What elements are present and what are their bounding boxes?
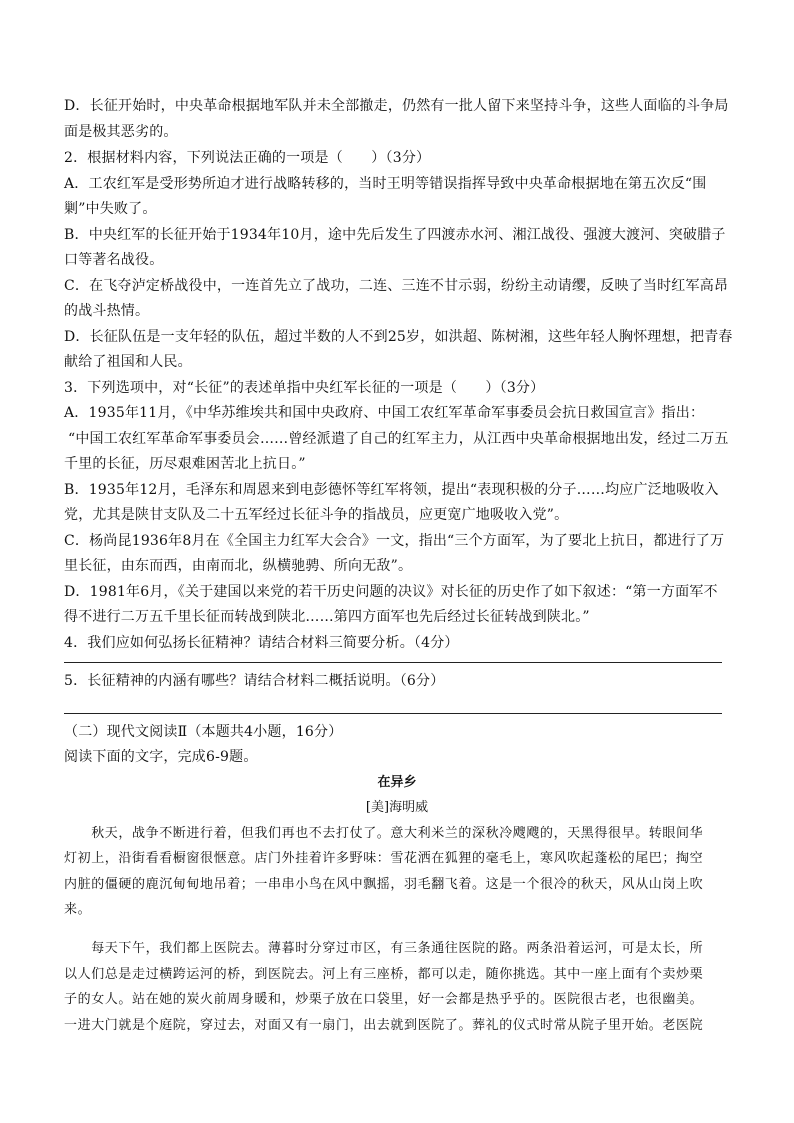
q1-option-d-line-2: 面是极其恶劣的。 <box>64 124 178 140</box>
q2-option-c-line-2: 的战斗热情。 <box>64 303 150 319</box>
q2-option-c-line-1: C．在飞夺泸定桥战役中，一连首先立了战功，二连、三连不甘示弱，纷纷主动请缨，反映了当时红军高昂 <box>64 278 729 294</box>
q2-option-a-line-2: 剿”中失败了。 <box>64 201 157 217</box>
q3-option-a-line-2: “中国工农红军革命军事委员会……曾经派遣了自己的红军主力，从江西中央革命根据地出发，经过二万五 <box>68 431 729 447</box>
section-heading: （二）现代文阅读Ⅱ（本题共4小题，16分） <box>64 724 343 740</box>
q2-option-a-line-1: A．工农红军是受形势所迫才进行战略转移的，当时王明等错误指挥导致中央革命根据地在第五次反“围 <box>64 176 707 192</box>
q3-option-a-line-1: A．1935年11月，《中华苏维埃共和国中央政府、中国工农红军革命军事委员会抗日救国宣言》指出： <box>64 405 705 421</box>
q3-option-b-line-2: 党，尤其是陕甘支队及二十五军经过长征斗争的指战员，应更宽广地吸收入党”。 <box>64 507 569 523</box>
story-paragraph-1-line-2: 灯初上，沿街看看橱窗很惬意。店门外挂着许多野味：雪花洒在狐狸的毫毛上，寒风吹起蓬松的尾巴；掏空 <box>64 851 704 866</box>
q3-option-d-line-1: D．1981年6月，《关于建国以来党的若干历史问题的决议》对长征的历史作了如下叙述：“第一方面军不 <box>64 584 718 600</box>
q5-stem: 5．长征精神的内涵有哪些？请结合材料二概括说明。（6分） <box>64 673 445 689</box>
story-title: 在异乡 <box>377 775 417 790</box>
q2-option-d-line-1: D．长征队伍是一支年轻的队伍，超过半数的人不到25岁，如洪超、陈树湘，这些年轻人胸怀理想，把青春 <box>64 329 733 345</box>
story-paragraph-2-line-4: 一进大门就是个庭院，穿过去，对面又有一扇门，出去就到医院了。葬礼的仪式时常从院子里开始。老医院 <box>64 1018 704 1033</box>
q2-option-b-line-1: B．中央红军的长征开始于1934年10月，途中先后发生了四渡赤水河、湘江战役、强渡大渡河、突破腊子 <box>64 227 726 243</box>
q3-option-d-line-2: 得不进行二万五千里长征而转战到陕北……第四方面军也先后经过长征转战到陕北。” <box>64 609 590 625</box>
story-paragraph-1-line-4: 来。 <box>64 902 92 917</box>
q2-option-b-line-2: 口等著名战役。 <box>64 252 164 268</box>
story-paragraph-2-line-2: 以人们总是走过横跨运河的桥，到医院去。河上有三座桥，都可以走，随你挑选。其中一座上面有个卖炒栗 <box>64 967 704 982</box>
q3-option-c-line-1: C．杨尚昆1936年8月在《全国主力红军大会合》一文，指出“三个方面军，为了要北上抗日，都进行了万 <box>64 533 725 549</box>
q4-answer-line[interactable] <box>64 662 722 663</box>
q1-option-d-line-1: D．长征开始时，中央革命根据地军队并未全部撤走，仍然有一批人留下来坚持斗争，这些人面临的斗争局 <box>64 98 729 114</box>
q3-option-c-line-2: 里长征，由东而西，由南而北，纵横驰骋、所向无敌”。 <box>64 558 413 574</box>
story-paragraph-2-line-3: 子的女人。站在她的炭火前周身暖和，炒栗子放在口袋里，好一会都是热乎乎的。医院很古老，也很幽美。 <box>64 992 704 1007</box>
story-author: [美]海明威 <box>365 800 429 815</box>
q2-stem: 2．根据材料内容，下列说法正确的一项是（ ）（3分） <box>64 150 431 166</box>
story-paragraph-1-line-3: 内脏的僵硬的鹿沉甸甸地吊着；一串串小鸟在风中飘摇，羽毛翻飞着。这是一个很冷的秋天，风从山岗上吹 <box>64 877 704 892</box>
q5-answer-line[interactable] <box>64 713 722 714</box>
q3-stem: 3．下列选项中，对“长征”的表述单指中央红军长征的一项是（ ）（3分） <box>64 380 545 396</box>
q3-option-b-line-1: B．1935年12月，毛泽东和周恩来到电彭德怀等红军将领，提出“表现积极的分子……均应广泛地吸收入 <box>64 482 719 498</box>
story-paragraph-1-line-1: 秋天，战争不断进行着，但我们再也不去打仗了。意大利米兰的深秋冷飕飕的，天黑得很早。转眼间华 <box>64 826 704 841</box>
q2-option-d-line-2: 献给了祖国和人民。 <box>64 354 192 370</box>
q3-option-a-line-3: 千里的长征，历尽艰难困苦北上抗日。” <box>64 456 306 472</box>
story-paragraph-2-line-1: 每天下午，我们都上医院去。薄暮时分穿过市区，有三条通往医院的路。两条沿着运河，可是太长，所 <box>64 941 704 956</box>
q4-stem: 4．我们应如何弘扬长征精神？请结合材料三简要分析。（4分） <box>64 635 459 651</box>
section-instruction: 阅读下面的文字，完成6-9题。 <box>64 749 258 765</box>
